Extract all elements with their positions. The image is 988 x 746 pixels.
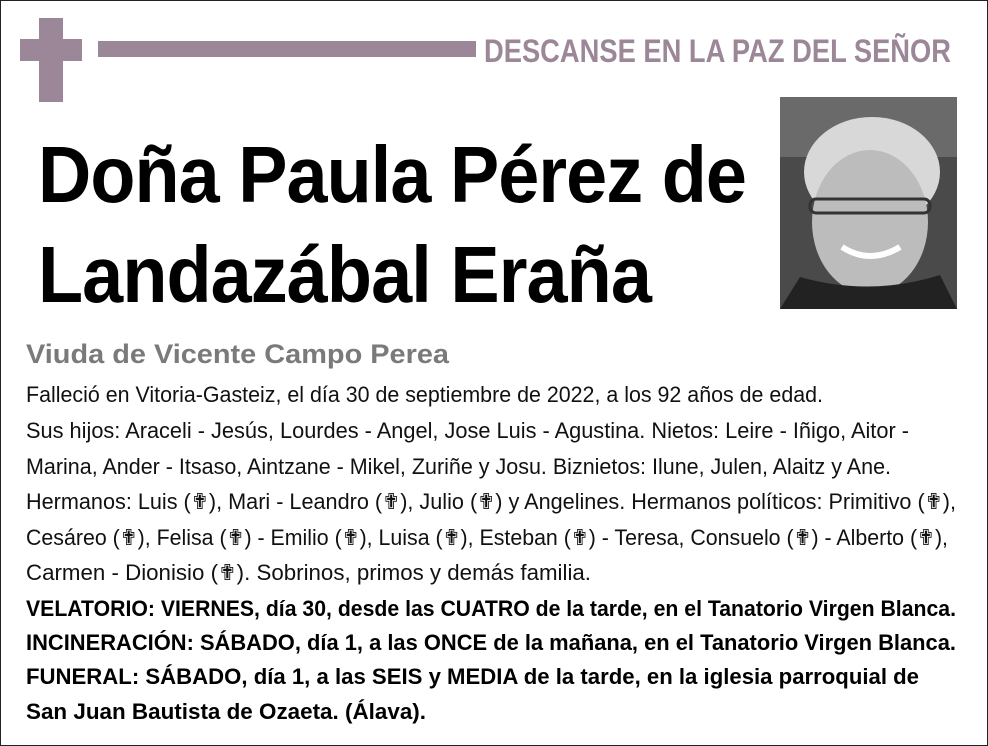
deceased-name-line-1: Doña Paula Pérez de: [38, 130, 746, 219]
header-rule: [98, 41, 476, 57]
subtitle-widow-of: Viuda de Vicente Campo Perea: [26, 339, 449, 369]
service-funeral: FUNERAL: SÁBADO, día 1, a las SEIS y MEDIA de la tarde, en la iglesia parroquial de: [26, 664, 920, 689]
service-funeral-place: San Juan Bautista de Ozaeta. (Álava).: [26, 699, 427, 724]
service-incineracion: INCINERACIÓN: SÁBADO, día 1, a las ONCE de la mañana, en el Tanatorio Virgen Blanca.: [26, 630, 956, 655]
service-velatorio: VELATORIO: VIERNES, día 30, desde las CUATRO de la tarde, en el Tanatorio Virgen Blanca.: [26, 596, 956, 621]
body-line: Sus hijos: Araceli - Jesús, Lourdes - Angel, Jose Luis - Agustina. Nietos: Leire - Iñigo, Aitor -: [26, 418, 909, 443]
header-motto: DESCANSE EN LA PAZ DEL SEÑOR: [484, 33, 951, 69]
body-line: Hermanos: Luis (✟), Mari - Leandro (✟), Julio (✟) y Angelines. Hermanos políticos: Primitivo (✟),: [26, 489, 956, 514]
body-line: Cesáreo (✟), Felisa (✟) - Emilio (✟), Luisa (✟), Esteban (✟) - Teresa, Consuelo (✟) - Alberto (✟),: [26, 525, 948, 550]
body-line: Carmen - Dionisio (✟). Sobrinos, primos y demás familia.: [26, 560, 591, 585]
body-line: Falleció en Vitoria-Gasteiz, el día 30 de septiembre de 2022, a los 92 años de edad.: [26, 382, 823, 407]
body-line: Marina, Ander - Itsaso, Aintzane - Mikel, Zuriñe y Josu. Biznietos: Ilune, Julen, Alaitz y Ane.: [26, 454, 891, 479]
portrait-photo: [780, 97, 957, 309]
cross-icon-arm: [20, 39, 82, 61]
deceased-name-line-2: Landazábal Eraña: [38, 230, 651, 319]
